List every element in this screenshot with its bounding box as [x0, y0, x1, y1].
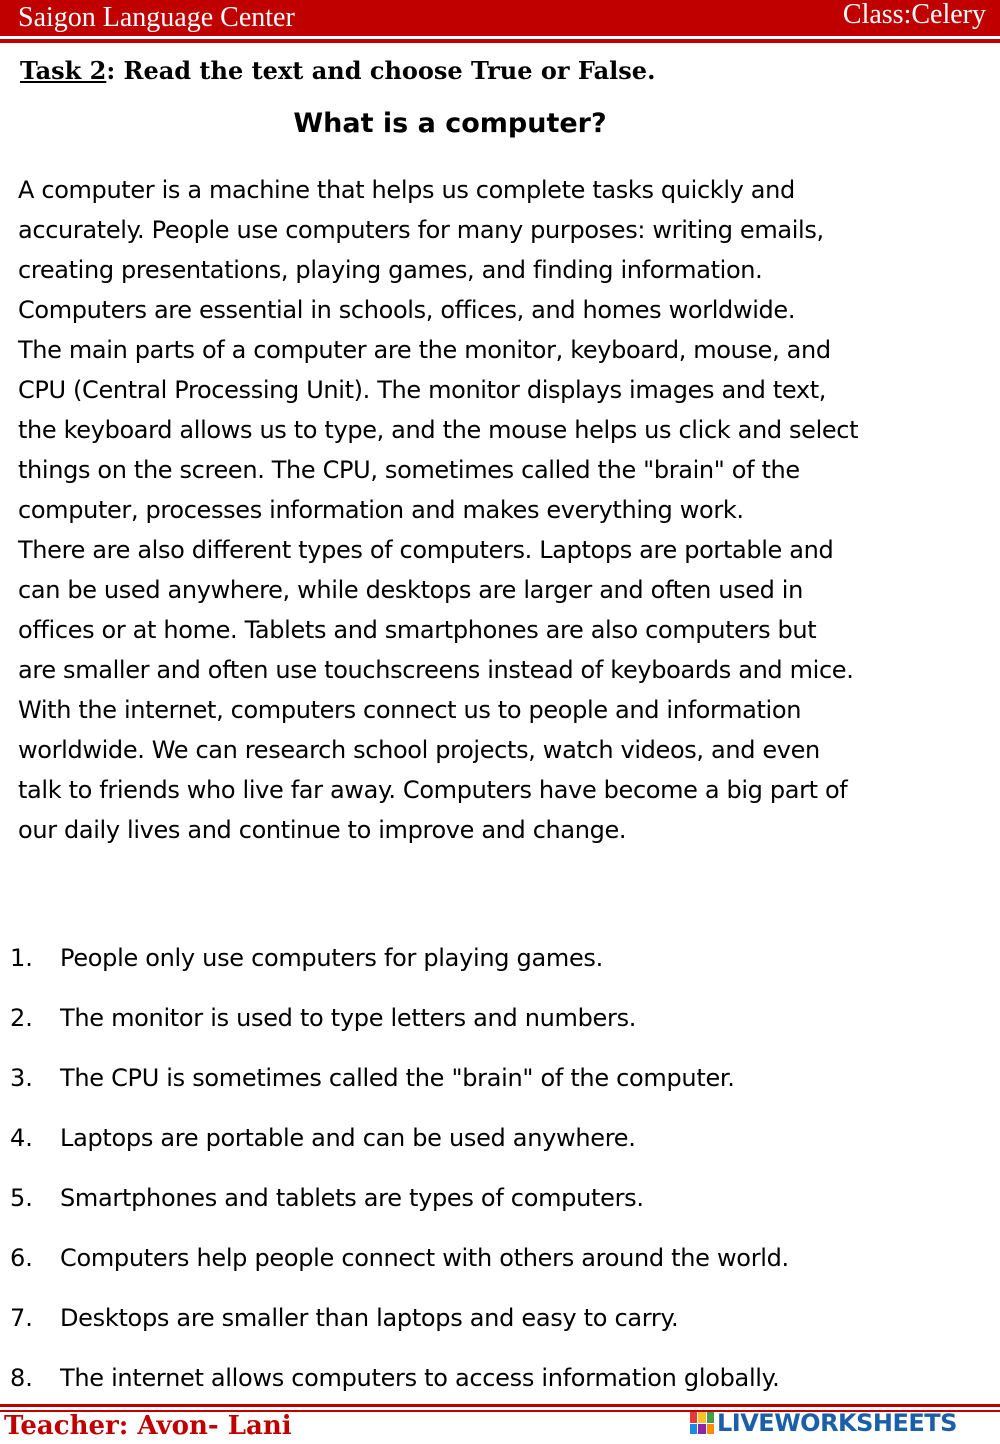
question-number: 6. [10, 1244, 33, 1272]
passage-line: our daily lives and continue to improve and change. [18, 816, 627, 844]
school-name: Saigon Language Center [18, 2, 295, 33]
question-text: People only use computers for playing games. [60, 944, 603, 972]
question-item [0, 1118, 1000, 1178]
passage-line: creating presentations, playing games, and finding information. [18, 256, 763, 284]
question-number: 2. [10, 1004, 33, 1032]
passage-line: There are also different types of computers. Laptops are portable and [18, 536, 834, 564]
passage-line: The main parts of a computer are the monitor, keyboard, mouse, and [18, 336, 831, 364]
passage-line: worldwide. We can research school projects, watch videos, and even [18, 736, 820, 764]
passage-line: accurately. People use computers for many purposes: writing emails, [18, 216, 824, 244]
header-divider [0, 39, 1000, 43]
question-text: Desktops are smaller than laptops and easy to carry. [60, 1304, 679, 1332]
question-text: Laptops are portable and can be used anywhere. [60, 1124, 636, 1152]
task-heading [20, 56, 655, 86]
question-item [0, 938, 1000, 998]
question-item [0, 1178, 1000, 1238]
class-label: Class:Celery [842, 0, 986, 30]
question-text: The monitor is used to type letters and numbers. [60, 1004, 637, 1032]
passage-line: are smaller and often use touchscreens instead of keyboards and mice. [18, 656, 854, 684]
question-list [0, 938, 1000, 1418]
question-number: 5. [10, 1184, 33, 1212]
question-text: Computers help people connect with others around the world. [60, 1244, 789, 1272]
question-item [0, 1298, 1000, 1358]
passage-line: things on the screen. The CPU, sometimes called the "brain" of the [18, 456, 800, 484]
question-text: The internet allows computers to access information globally. [60, 1364, 780, 1392]
question-number: 7. [10, 1304, 33, 1332]
reading-passage [18, 170, 993, 850]
question-number: 3. [10, 1064, 33, 1092]
question-item [0, 998, 1000, 1058]
passage-line: the keyboard allows us to type, and the mouse helps us click and select [18, 416, 859, 444]
question-item [0, 1058, 1000, 1118]
question-number: 4. [10, 1124, 33, 1152]
passage-line: can be used anywhere, while desktops are larger and often used in [18, 576, 803, 604]
question-item [0, 1238, 1000, 1298]
teacher-name: Teacher: Avon- Lani [4, 1411, 292, 1441]
passage-line: talk to friends who live far away. Computers have become a big part of [18, 776, 848, 804]
question-text: The CPU is sometimes called the "brain" of the computer. [60, 1064, 735, 1092]
passage-line: offices or at home. Tablets and smartphones are also computers but [18, 616, 817, 644]
liveworksheets-brand-text: LIVEWORKSHEETS [717, 1409, 957, 1437]
question-text: Smartphones and tablets are types of computers. [60, 1184, 644, 1212]
task-label: Task 2 [20, 56, 107, 85]
question-number: 1. [10, 944, 33, 972]
footer-divider-top [0, 1404, 1000, 1407]
reading-title: What is a computer? [293, 108, 607, 139]
task-instruction: : Read the text and choose True or False. [106, 56, 656, 85]
liveworksheets-logo[interactable] [690, 1410, 957, 1436]
question-number: 8. [10, 1364, 33, 1392]
passage-line: With the internet, computers connect us to people and information [18, 696, 802, 724]
passage-line: computer, processes information and makes everything work. [18, 496, 744, 524]
passage-line: CPU (Central Processing Unit). The monitor displays images and text, [18, 376, 827, 404]
passage-line: A computer is a machine that helps us complete tasks quickly and [18, 176, 795, 204]
passage-line: Computers are essential in schools, offices, and homes worldwide. [18, 296, 796, 324]
liveworksheets-logo-icon [690, 1412, 714, 1434]
